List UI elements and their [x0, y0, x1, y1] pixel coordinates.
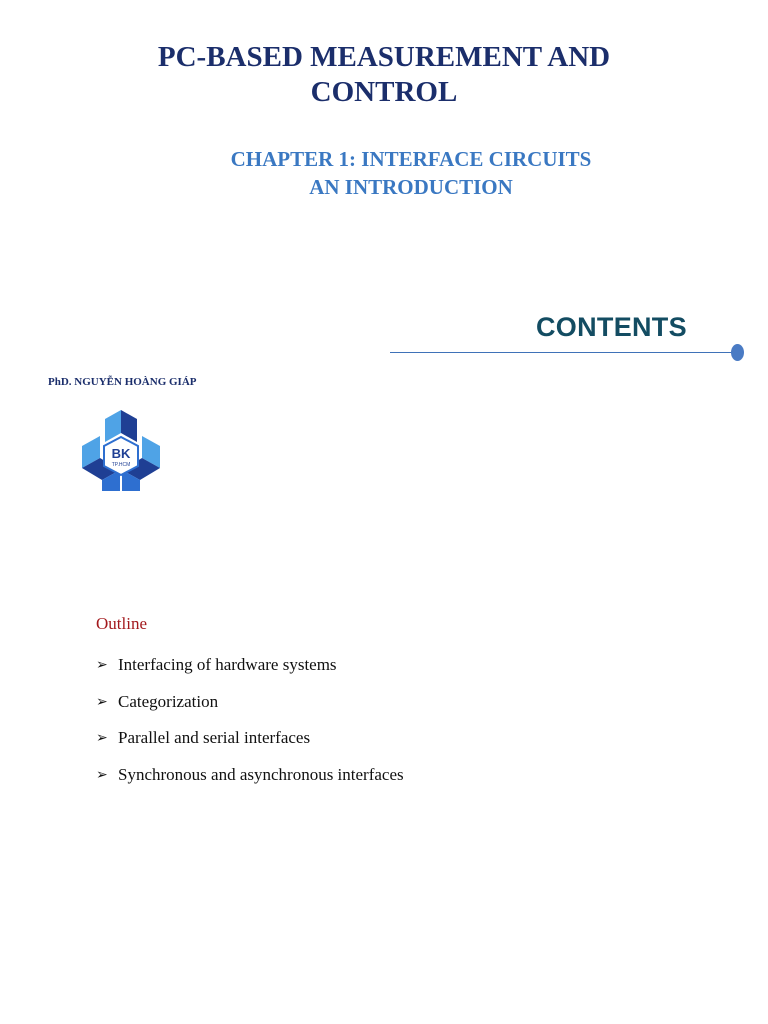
chapter-title: [0, 145, 768, 201]
contents-divider-dot: [731, 344, 744, 361]
outline-item: [96, 727, 404, 764]
outline-heading: Outline: [96, 614, 147, 633]
logo-text-sub: TP.HCM: [111, 462, 131, 468]
contents-heading: CONTENTS: [536, 312, 687, 342]
outline-item-text: Synchronous and asynchronous interfaces: [118, 764, 404, 784]
chapter-title-line-1: CHAPTER 1: INTERFACE CIRCUITS: [230, 147, 592, 171]
arrow-bullet-icon: ➢: [96, 657, 108, 673]
bk-logo: [80, 408, 162, 492]
outline-item-text: Parallel and serial interfaces: [118, 728, 311, 747]
arrow-bullet-icon: ➢: [96, 766, 108, 783]
document-title: [0, 40, 768, 110]
outline-item: [96, 654, 404, 691]
contents-divider: [390, 352, 732, 353]
outline-list: [96, 654, 404, 800]
document-title-line-1: PC-BASED MEASUREMENT AND: [157, 41, 611, 73]
author-name: PhD. NGUYỄN HOÀNG GIÁP: [48, 376, 197, 388]
chapter-title-line-2: AN INTRODUCTION: [309, 175, 513, 199]
outline-item-text: Categorization: [118, 691, 219, 711]
document-title-line-2: CONTROL: [310, 76, 458, 108]
arrow-bullet-icon: ➢: [96, 730, 108, 746]
arrow-bullet-icon: ➢: [96, 693, 108, 710]
logo-text-main: BK: [111, 446, 131, 461]
outline-item: [96, 691, 404, 728]
outline-item: [96, 764, 404, 801]
outline-item-text: Interfacing of hardware systems: [118, 655, 337, 674]
